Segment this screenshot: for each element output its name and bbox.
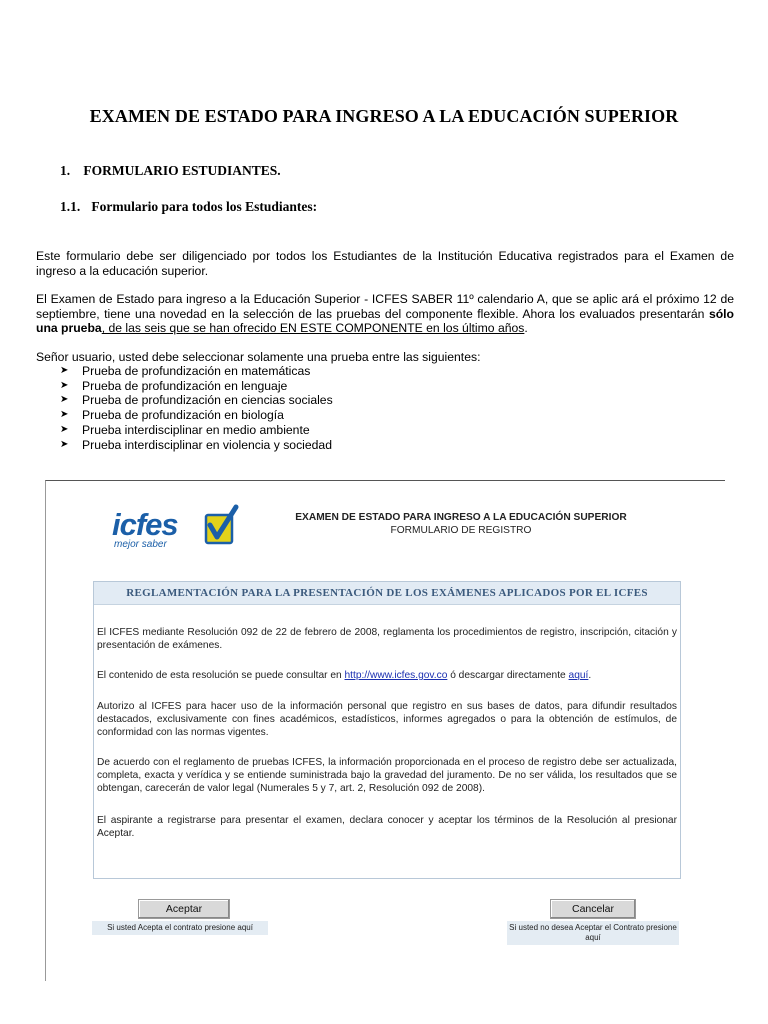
- regulation-paragraph: Autorizo al ICFES para hacer uso de la información personal que registro en sus bases de datos, para difundir resultados destacados, exclusivamente con fines académicos, estadísticos, informes agregados o para la obtención de estímulos, de conformidad con las normas vigentes.: [97, 701, 677, 739]
- regulation-box: [93, 581, 681, 879]
- novelty-end: .: [524, 321, 528, 336]
- option-label: Prueba de profundización en biología: [82, 408, 284, 423]
- icfes-logo: [110, 503, 240, 553]
- arrow-bullet-icon: ➤: [60, 365, 69, 376]
- regulation-paragraph: De acuerdo con el reglamento de pruebas ICFES, la información proporcionada en el proceso de registro debe ser actualizada, completa, exacta y verídica y se entiende suministrada bajo la gravedad del juramento. De no ser válida, los resultados que se obtengan, carecerán de valor legal (Numerales 5 y 7, art. 2, Resolución 092 de 2008).: [97, 757, 677, 795]
- form-header-subtitle: FORMULARIO DE REGISTRO: [390, 525, 532, 536]
- arrow-bullet-icon: ➤: [60, 394, 69, 406]
- list-item: [60, 393, 333, 408]
- arrow-bullet-icon: ➤: [60, 379, 69, 391]
- option-label: Prueba interdisciplinar en violencia y sociedad: [82, 437, 332, 452]
- intro-paragraph: Este formulario debe ser diligenciado por todos los Estudiantes de la Institución Educativa registrados para el Examen de ingreso a la educación superior.: [36, 249, 734, 278]
- regulation-text: ó descargar directamente: [447, 670, 569, 681]
- regulation-title: REGLAMENTACIÓN PARA LA PRESENTACIÓN DE LOS EXÁMENES APLICADOS POR EL ICFES: [94, 582, 680, 605]
- list-item: [60, 364, 333, 379]
- section-number: 1.: [60, 163, 71, 178]
- form-header-title: EXAMEN DE ESTADO PARA INGRESO A LA EDUCACIÓN SUPERIOR: [295, 512, 627, 523]
- download-here-link[interactable]: aquí: [568, 670, 589, 681]
- accept-hint: Si usted Acepta el contrato presione aquí: [92, 921, 268, 935]
- section-heading-1: [60, 163, 281, 179]
- form-header: [276, 511, 646, 537]
- list-item: [60, 408, 333, 423]
- regulation-text: .: [588, 670, 592, 681]
- option-label: Prueba de profundización en lenguaje: [82, 378, 288, 393]
- logo-brand: icfes: [112, 507, 178, 542]
- option-label: Prueba de profundización en matemáticas: [82, 364, 311, 378]
- novelty-paragraph: [36, 292, 734, 336]
- checkmark-icon: [206, 507, 236, 543]
- arrow-bullet-icon: ➤: [60, 409, 69, 421]
- cancel-button[interactable]: Cancelar: [550, 899, 636, 919]
- arrow-bullet-icon: ➤: [60, 438, 69, 450]
- arrow-bullet-icon: ➤: [60, 423, 69, 435]
- regulation-paragraph: El ICFES mediante Resolución 092 de 22 de febrero de 2008, reglamenta los procedimientos de registro, inscripción, citación y presentación de exámenes.: [97, 627, 677, 652]
- section-heading-1-1: [60, 199, 317, 215]
- section-number: 1.1.: [60, 199, 81, 214]
- list-item: [60, 423, 333, 438]
- novelty-bold: sólo una prueba: [36, 306, 734, 336]
- option-label: Prueba interdisciplinar en medio ambiente: [82, 422, 310, 437]
- section-label: Formulario para todos los Estudiantes:: [91, 199, 318, 214]
- list-item: [60, 379, 333, 394]
- selection-paragraph: Señor usuario, usted debe seleccionar solamente una prueba entre las siguientes:: [36, 350, 481, 364]
- regulation-text: El contenido de esta resolución se puede consultar en: [97, 670, 345, 681]
- option-label: Prueba de profundización en ciencias sociales: [82, 393, 333, 408]
- accept-button[interactable]: Aceptar: [138, 899, 230, 919]
- section-label: FORMULARIO ESTUDIANTES.: [83, 163, 281, 178]
- icfes-website-link[interactable]: http://www.icfes.gov.co: [344, 670, 448, 681]
- list-item: [60, 438, 333, 453]
- novelty-text: El Examen de Estado para ingreso a la Educación Superior - ICFES SABER 11º calendario A, que se aplic ará el próximo 12 de septiembre, tiene una novedad en la selección de las pruebas del componente flexible. Ahora los evaluados presentarán: [36, 292, 734, 321]
- logo-tagline: mejor saber: [114, 539, 167, 550]
- registration-form-screenshot: [45, 480, 725, 981]
- regulation-paragraph: [97, 669, 677, 682]
- test-options-list: [60, 364, 333, 452]
- regulation-paragraph: El aspirante a registrarse para presentar el examen, declara conocer y aceptar los términos de la Resolución al presionar Aceptar.: [97, 815, 677, 840]
- cancel-hint: Si usted no desea Aceptar el Contrato presione aquí: [507, 921, 679, 945]
- novelty-underlined: , de las seis que se han ofrecido EN ESTE COMPONENTE en los último años: [101, 321, 525, 336]
- document-title: EXAMEN DE ESTADO PARA INGRESO A LA EDUCACIÓN SUPERIOR: [89, 106, 679, 126]
